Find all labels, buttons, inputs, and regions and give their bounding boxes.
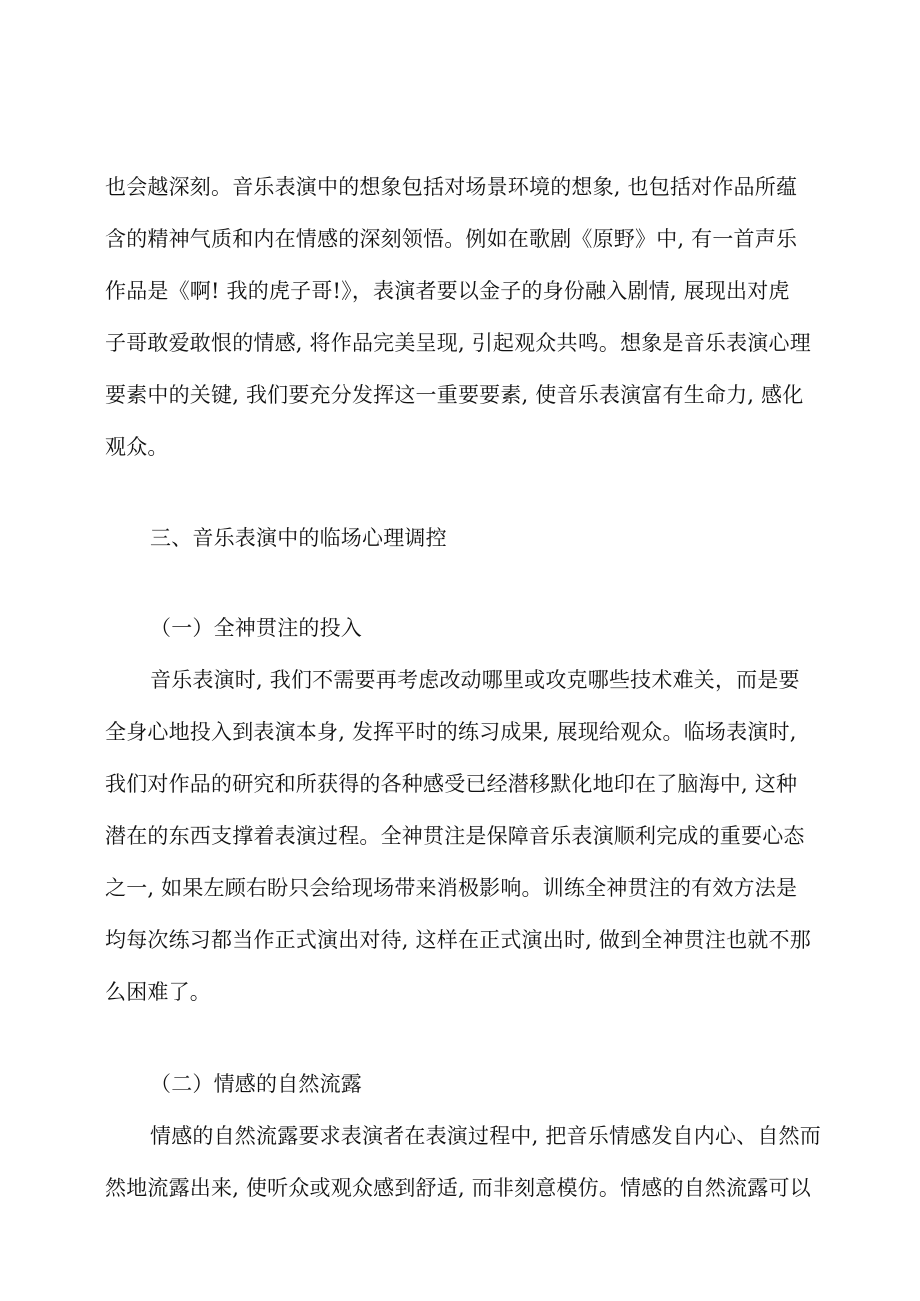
paragraph-line: 然地流露出来, 使听众或观众感到舒适, 而非刻意模仿。情感的自然流露可以 [105,1176,811,1200]
paragraph-line: 也会越深刻。音乐表演中的想象包括对场景环境的想象, 也包括对作品所蕴 [105,175,798,199]
subsection-title: （一）全神贯注的投入 [150,616,362,640]
paragraph-line: 作品是《啊! 我的虎子哥!》，表演者要以金子的身份融入剧情, 展现出对虎 [105,279,790,303]
paragraph-line: 音乐表演时, 我们不需要再考虑改动哪里或攻克哪些技术难关，而是要 [150,668,800,692]
paragraph-line: 全身心地投入到表演本身, 发挥平时的练习成果, 展现给观众。临场表演时, [105,720,797,744]
paragraph-line: 情感的自然流露要求表演者在表演过程中, 把音乐情感发自内心、自然而 [150,1124,821,1148]
paragraph-line: 之一, 如果左顾右盼只会给现场带来消极影响。训练全神贯注的有效方法是 [105,876,798,900]
paragraph-line: 么困难了。 [105,980,211,1004]
subsection-title: （二）情感的自然流露 [150,1072,362,1096]
section-heading: 三、音乐表演中的临场心理调控 [150,526,447,550]
paragraph-line: 潜在的东西支撑着表演过程。全神贯注是保障音乐表演顺利完成的重要心态 [105,824,805,848]
paragraph-line: 我们对作品的研究和所获得的各种感受已经潜移默化地印在了脑海中, 这种 [105,772,798,796]
paragraph-line: 观众。 [105,435,169,459]
paragraph-line: 要素中的关键, 我们要充分发挥这一重要要素, 使音乐表演富有生命力, 感化 [105,383,804,407]
paragraph-line: 子哥敢爱敢恨的情感, 将作品完美呈现, 引起观众共鸣。想象是音乐表演心理 [105,331,811,355]
paragraph-line: 均每次练习都当作正式演出对待, 这样在正式演出时, 做到全神贯注也就不那 [105,928,811,952]
paragraph-line: 含的精神气质和内在情感的深刻领悟。例如在歌剧《原野》中, 有一首声乐 [105,227,798,251]
